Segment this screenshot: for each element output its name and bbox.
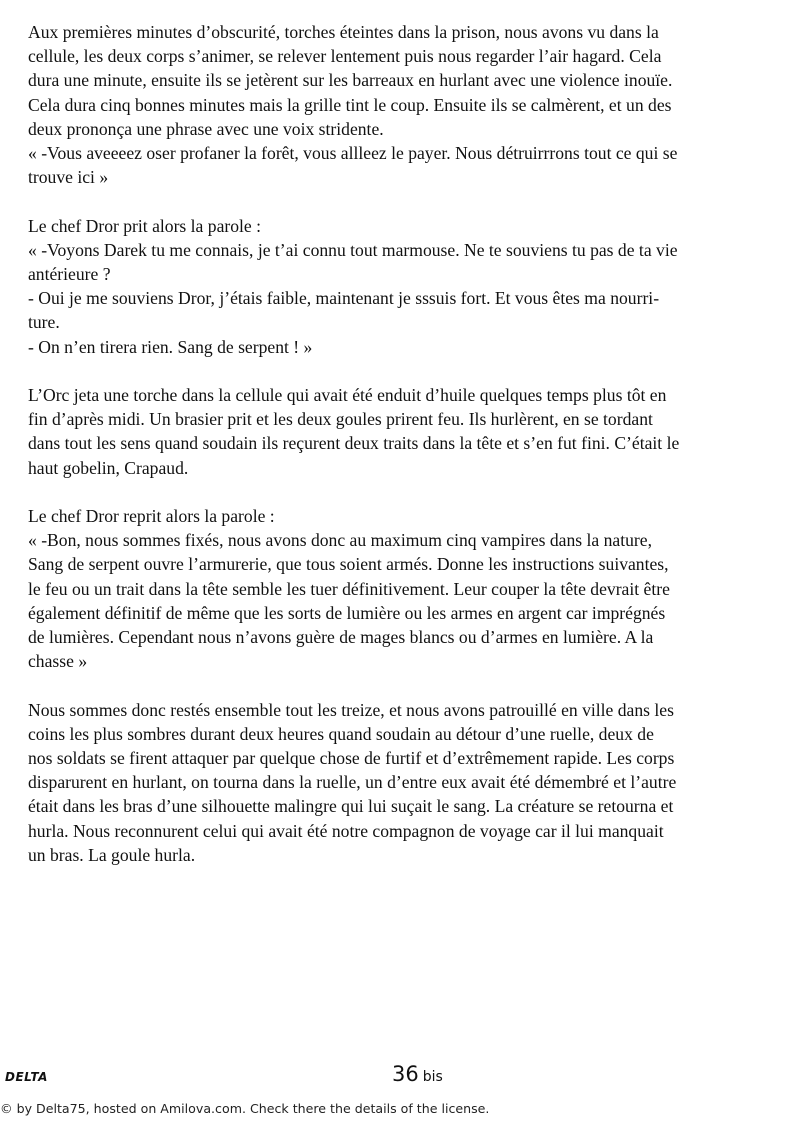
text-line: était dans les bras d’une silhouette malingre qui lui suçait le sang. La créature se retourna et [28, 796, 674, 817]
text-line: ture. [28, 312, 60, 333]
text-line: hurla. Nous reconnurent celui qui avait été notre compagnon de voyage car il lui manquait [28, 820, 664, 841]
paragraph-3 [28, 383, 780, 480]
page-number-suffix: bis [422, 1069, 443, 1085]
text-line: coins les plus sombres durant deux heures quand soudain au détour d’une ruelle, deux de [28, 723, 654, 744]
text-line: chasse » [28, 651, 88, 672]
text-line: « -Vous aveeeez oser profaner la forêt, vous allleez le payer. Nous détruirrrons tout ce qui se [28, 143, 678, 164]
text-line: Le chef Dror reprit alors la parole : [28, 506, 275, 527]
text-line: deux prononça une phrase avec une voix stridente. [28, 118, 384, 139]
text-line: - Oui je me souviens Dror, j’étais faible, maintenant je sssuis fort. Et vous êtes ma nourri- [28, 288, 660, 309]
text-line: antérieure ? [28, 264, 111, 285]
text-line: « -Bon, nous sommes fixés, nous avons donc au maximum cinq vampires dans la nature, [28, 530, 652, 551]
paragraph-2 [28, 214, 780, 359]
text-line: trouve ici » [28, 167, 109, 188]
text-line: Sang de serpent ouvre l’armurerie, que tous soient armés. Donne les instructions suivantes, [28, 554, 669, 575]
text-line: L’Orc jeta une torche dans la cellule qui avait été enduit d’huile quelques temps plus tôt en [28, 385, 667, 406]
text-line: le feu ou un trait dans la tête semble les tuer définitivement. Leur couper la tête devrait être [28, 578, 670, 599]
document-body [28, 20, 780, 891]
text-line: haut gobelin, Crapaud. [28, 457, 189, 478]
text-line: également définitif de même que les sorts de lumière ou les armes en argent car imprégnés [28, 602, 666, 623]
text-line: Cela dura cinq bonnes minutes mais la grille tint le coup. Ensuite ils se calmèrent, et un des [28, 94, 672, 115]
text-line: dura une minute, ensuite ils se jetèrent sur les barreaux en hurlant avec une violence inouïe. [28, 70, 673, 91]
text-line: disparurent en hurlant, on tourna dans la ruelle, un d’entre eux avait été démembré et l’autre [28, 772, 677, 793]
text-line: nos soldats se firent attaquer par quelque chose de furtif et d’extrêmement rapide. Les corps [28, 748, 675, 769]
paragraph-1 [28, 20, 780, 189]
delta-logo: DELTA [5, 1070, 48, 1084]
text-line: Nous sommes donc restés ensemble tout les treize, et nous avons patrouillé en ville dans les [28, 699, 674, 720]
text-line: Le chef Dror prit alors la parole : [28, 215, 262, 236]
text-line: Aux premières minutes d’obscurité, torches éteintes dans la prison, nous avons vu dans la [28, 22, 659, 42]
page-number [392, 1062, 443, 1086]
text-line: dans tout les sens quand soudain ils reçurent deux traits dans la tête et s’en fut fini. C’était le [28, 433, 680, 454]
text-line: de lumières. Cependant nous n’avons guère de mages blancs ou d’armes en lumière. A la [28, 627, 654, 648]
license-notice: © by Delta75, hosted on Amilova.com. Check there the details of the license. [0, 1101, 490, 1116]
text-line: cellule, les deux corps s’animer, se relever lentement puis nous regarder l’air hagard. Cela [28, 46, 662, 67]
page-number-value: 36 [392, 1062, 419, 1086]
text-line: « -Voyons Darek tu me connais, je t’ai connu tout marmouse. Ne te souviens tu pas de ta vie [28, 239, 678, 260]
text-line: - On n’en tirera rien. Sang de serpent ! » [28, 336, 313, 357]
text-line: fin d’après midi. Un brasier prit et les deux goules prirent feu. Ils hurlèrent, en se tordant [28, 409, 653, 430]
paragraph-5 [28, 698, 780, 867]
paragraph-4 [28, 504, 780, 673]
text-line: un bras. La goule hurla. [28, 844, 196, 865]
